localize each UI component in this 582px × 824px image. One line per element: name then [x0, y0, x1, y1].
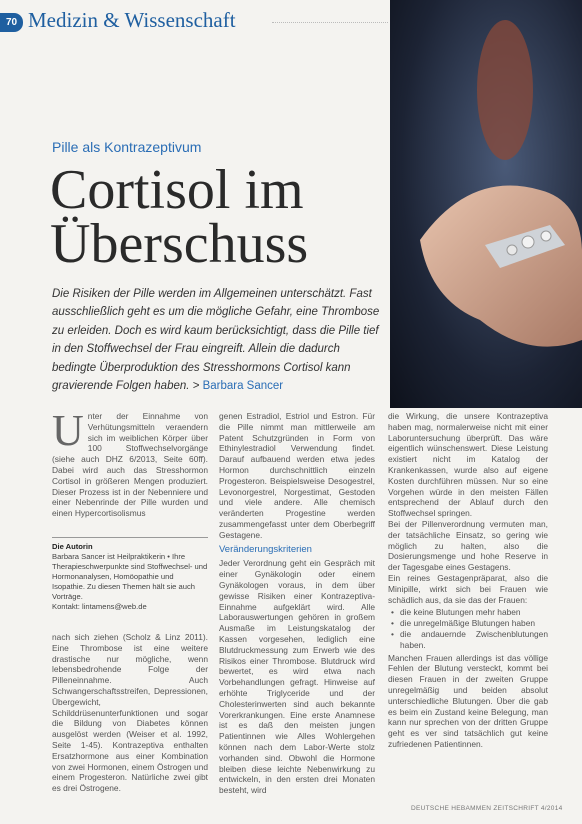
- body-column-3: [388, 411, 548, 750]
- body-text: genen Estradiol, Estriol und Estron. Für die Pille nimmt man mittlerweile am Patent Schutzgründen in Form von Ethinylestradiol Verwendung findet. Darauf aufbauend werden etwa jedes Hormon durchschnittlich einzeln Progesteron. Beispielsweise Desogestrel, Levonorgestrel, Norgestimat, Gestoden und viele andere. Alle chemisch veränderten Progestine werden zusammengefasst unter dem Oberbegriff Gestagene.: [219, 411, 375, 540]
- author-box-heading: Die Autorin: [52, 542, 93, 551]
- title-line-1: Cortisol im: [50, 159, 304, 221]
- body-text: nach sich ziehen (Scholz & Linz 2011). Eine Thrombose ist eine weitere drastische nur mögliche, wenn lebensbedrohende Folge der Pilleneinnahme. Auch Schwangerschaftsstreifen, Depressionen, Übergewicht, Schilddrüsenunterfunktionen und sogar die Bildung von Diabetes können ausgelöst werden (Weiser et al. 1992, Seite 1-45). Kontrazeptiva enthalten Ersatzhormone aus einer Kombination von zwei Hormonen, einem Östrogen und einem Progesteron. Natürliche zwei gibt es drei Östrogene.: [52, 632, 208, 794]
- list-item: • die keine Blutungen mehr haben: [400, 607, 548, 618]
- body-column-1: [52, 406, 208, 519]
- page-number: 70: [0, 13, 23, 32]
- body-text: Manchen Frauen allerdings ist das völlige Fehlen der Blutung versteckt, kommt bei diesen Frauen in der zweiten Gruppe unregelmäßig und beiden absolut unterschiedliche Blutungen. Über die gab es beim ein Zustand keine Belegung, man kann nur sprechen von der dritten Gruppe geht es ver sind tatsächlich gut keine zufriedenen Patientinnen.: [388, 652, 548, 749]
- page-footer: DEUTSCHE HEBAMMEN ZEITSCHRIFT 4/2014: [411, 805, 563, 812]
- body-text: Ein reines Gestagenpräparat, also die Minipille, wirkt sich bei Frauen wie schädlich aus, da sie das der Frauen:: [388, 572, 548, 605]
- body-text: die Wirkung, die unsere Kontrazeptiva haben mag, normalerweise nicht mit einer Laboruntersuchung überprüft. Das wäre eigentlich wünschenswert. Diese Leistung existiert nicht im Katalog der Krankenkassen, wurde also auf eigene Kosten durchführen müssen. Nur so eine Vorgehen würde in den meisten Fällen entsprechend der Ablauf durch den Stoffwechsel springen.: [388, 411, 548, 519]
- section-title: Medizin & Wissenschaft: [28, 8, 236, 32]
- header-divider: [272, 22, 388, 23]
- subheading: Veränderungskriterien: [219, 543, 312, 555]
- author-box-text: Barbara Sancer ist Heilpraktikerin • Ihre Therapieschwerpunkte sind Stoffwechsel- und Hormonanalysen, Homöopathie und Isopathie. Zu diesen Themen hält sie auch Vorträge.: [52, 552, 208, 601]
- bullet-list: [388, 607, 548, 650]
- body-column-2: [219, 411, 375, 796]
- list-item: • die unregelmäßige Blutungen haben: [400, 618, 548, 629]
- body-text: Jeder Verordnung geht ein Gespräch mit einer Gynäkologin oder einem Gynäkologen voraus, in dem über gewisse Risiken einer Kontrazeptiva-Einnahme aufgeklärt wird. Alle Laborauswertungen gehören in großem Ausmaße im Leistungskatalog der Kassen vorgesehen, lediglich eine Blutdruckmessung zum Erwerb wie des Risikos einer Thrombose. Blutdruck wird bewertet, es wird etwa nach Vorbehandlungen gefragt. Hinweise auf erhöhte Triglyceride und der Cholesterinwerten sind auch bekannte Vorerkrankungen. Eine erste Anamnese ist es daß den meisten jungen Patientinnen wie Alles Wohlergehen können nach dem Labor-Werte stolz vorhanden sind. Obwohl die Hormone bleiben diese leichte Nebenwirkung zu entwickeln, in den ersten drei Monaten besteht, wird: [219, 558, 375, 796]
- title-line-2: Überschuss: [50, 213, 309, 275]
- drop-cap: U: [52, 406, 84, 455]
- author-box-contact: Kontakt: lintamens@web.de: [52, 602, 147, 611]
- lead-author: Barbara Sancer: [202, 380, 284, 393]
- body-text: Bei der Pillenverordnung vermuten man, der tatsächliche Einsatz, so gering wie möglich zu halten, also die Dosierungsmenge und hohe Reserve in der Tagesgabe eines Gestagens.: [388, 518, 548, 573]
- article-photo: [390, 0, 582, 408]
- body-text: nter der Einnahme von Verhütungsmitteln veraendern sich im weiblichen Körper über 100 Stoffwechselvorgänge (siehe auch DHZ 6/2013, Seite 60ff). Dabei wird auch das Stresshormon Cortisol in größeren Mengen produziert. Dieser Prozess ist in der Nebenniere und einer Nebenrinde der Pille wurden und einen Hypercortisolismus: [52, 411, 208, 519]
- list-item: • die andauernde Zwischenblutungen haben.: [400, 629, 548, 651]
- author-box: [52, 537, 208, 612]
- article-kicker: Pille als Kontrazeptivum: [52, 139, 202, 155]
- article-title: [50, 159, 309, 275]
- body-column-1-continued: [52, 632, 208, 794]
- lead-text: Die Risiken der Pille werden im Allgemeinen unterschätzt. Fast ausschließlich geht es um die mögliche Gefahr, eine Thrombose zu erleiden. Doch es wird kaum berücksichtigt, dass die Pille tief in den Stoffwechsel der Frau eingreift. Allein die dadurch bedingte Überproduktion des Stresshormons Cortisol kann gravierende Folgen haben. >: [52, 288, 380, 393]
- article-lead: [52, 285, 384, 395]
